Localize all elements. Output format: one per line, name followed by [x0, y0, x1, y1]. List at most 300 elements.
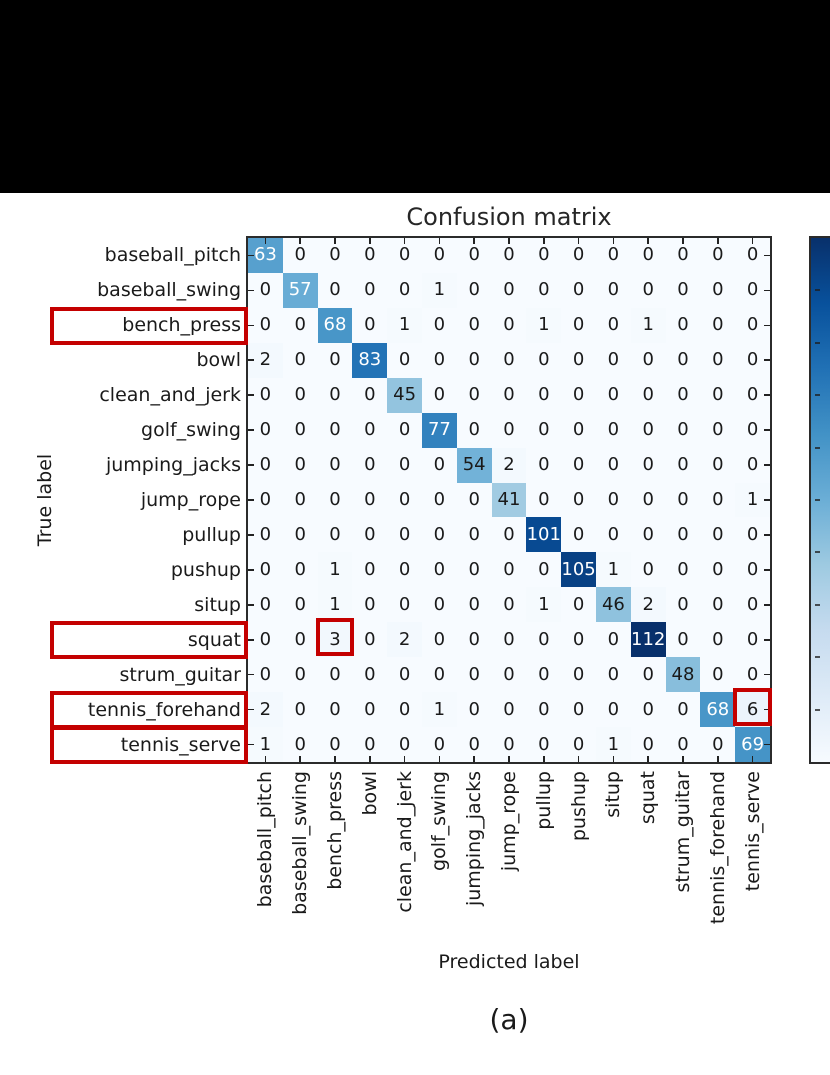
x-tick-label: tennis_serve: [741, 771, 764, 892]
y-tick-label: jump_rope: [140, 489, 241, 511]
matrix-cell: 0: [596, 378, 631, 413]
matrix-cell: 0: [561, 657, 596, 692]
colorbar-tick: [815, 709, 820, 711]
matrix-cell: 0: [318, 727, 353, 762]
matrix-cell: 0: [700, 343, 735, 378]
matrix-cell: 2: [248, 692, 283, 727]
matrix-cell: 0: [735, 622, 770, 657]
axis-tick: [248, 290, 254, 292]
matrix-cell: 0: [735, 448, 770, 483]
axis-tick: [717, 238, 719, 244]
axis-tick: [439, 238, 441, 244]
axis-tick: [248, 394, 254, 396]
x-tick-label: bench_press: [324, 771, 346, 890]
x-tick-label: jumping_jacks: [463, 771, 486, 907]
x-tick-label: tennis_forehand: [706, 771, 729, 925]
matrix-cell: 0: [457, 517, 492, 552]
matrix-cell: 0: [631, 692, 666, 727]
matrix-cell: 0: [352, 552, 387, 587]
axis-tick: [248, 499, 254, 501]
matrix-cell: 0: [387, 552, 422, 587]
y-tick-label: tennis_serve: [120, 733, 241, 756]
matrix-cell: 0: [631, 657, 666, 692]
matrix-cell: 0: [492, 727, 527, 762]
matrix-cell: 0: [700, 552, 735, 587]
matrix-cell: 0: [318, 343, 353, 378]
matrix-cell: 0: [526, 238, 561, 273]
matrix-cell: 1: [318, 587, 353, 622]
matrix-cell: 0: [283, 727, 318, 762]
y-tick-label: bowl: [196, 349, 241, 372]
matrix-cell: 2: [492, 448, 527, 483]
matrix-cell: 0: [631, 727, 666, 762]
matrix-cell: 0: [283, 692, 318, 727]
axis-tick: [404, 238, 406, 244]
matrix-cell: 0: [352, 587, 387, 622]
axis-tick: [764, 255, 770, 257]
colorbar-tick: [815, 394, 820, 396]
y-axis-label: True label: [34, 453, 56, 547]
matrix-cell: 0: [318, 448, 353, 483]
matrix-cell: 68: [318, 308, 353, 343]
matrix-cell: 0: [700, 238, 735, 273]
axis-tick: [764, 359, 770, 361]
y-tick-label: strum_guitar: [119, 663, 241, 686]
matrix-cell: 0: [666, 238, 701, 273]
matrix-cell: 0: [526, 552, 561, 587]
matrix-cell: 0: [561, 343, 596, 378]
matrix-cell: 0: [492, 657, 527, 692]
matrix-cell: 0: [422, 483, 457, 518]
matrix-cell: 0: [700, 517, 735, 552]
matrix-cell: 1: [631, 308, 666, 343]
matrix-cell: 0: [631, 552, 666, 587]
matrix-cell: 0: [283, 413, 318, 448]
axis-tick: [764, 534, 770, 536]
matrix-cell: 0: [492, 622, 527, 657]
axis-tick: [248, 639, 254, 641]
matrix-cell: 0: [735, 308, 770, 343]
axis-tick: [752, 756, 754, 762]
matrix-cell: 0: [700, 448, 735, 483]
matrix-cell: 0: [666, 552, 701, 587]
matrix-cell: 0: [352, 308, 387, 343]
axis-tick: [613, 756, 615, 762]
matrix-cell: 0: [700, 587, 735, 622]
matrix-cell: 0: [283, 238, 318, 273]
matrix-cell: 0: [457, 483, 492, 518]
y-tick-label: situp: [194, 593, 241, 616]
matrix-cell: 0: [492, 587, 527, 622]
axis-tick: [764, 394, 770, 396]
axis-tick: [439, 756, 441, 762]
matrix-cell: 0: [387, 517, 422, 552]
matrix-cell: 0: [666, 517, 701, 552]
axis-tick: [764, 744, 770, 746]
matrix-cell: 0: [700, 413, 735, 448]
colorbar-tick: [815, 342, 820, 344]
axis-tick: [248, 359, 254, 361]
matrix-cell: 0: [352, 238, 387, 273]
matrix-cell: 0: [352, 448, 387, 483]
x-tick-label: squat: [637, 771, 660, 825]
colorbar-tick: [815, 289, 820, 291]
matrix-cell: 0: [561, 448, 596, 483]
matrix-cell: 0: [457, 378, 492, 413]
axis-tick: [299, 238, 301, 244]
x-tick-label: baseball_swing: [289, 771, 312, 915]
matrix-cell: 0: [457, 413, 492, 448]
matrix-cell: 0: [735, 517, 770, 552]
matrix-cell: 0: [422, 727, 457, 762]
matrix-cell: 0: [526, 622, 561, 657]
axis-tick: [578, 238, 580, 244]
matrix-cell: 83: [352, 343, 387, 378]
axis-tick: [248, 534, 254, 536]
highlight-box-cell: [733, 688, 772, 726]
axis-tick: [248, 325, 254, 327]
y-tick-label: clean_and_jerk: [99, 384, 241, 407]
axis-tick: [248, 429, 254, 431]
matrix-cell: 0: [248, 657, 283, 692]
matrix-cell: 0: [283, 343, 318, 378]
axis-tick: [334, 238, 336, 244]
axis-tick: [764, 429, 770, 431]
y-tick-label: golf_swing: [141, 419, 241, 442]
matrix-cell: 0: [666, 448, 701, 483]
matrix-cell: 0: [283, 448, 318, 483]
matrix-cell: 0: [631, 517, 666, 552]
matrix-cell: 0: [318, 517, 353, 552]
axis-tick: [248, 604, 254, 606]
matrix-cell: 45: [387, 378, 422, 413]
matrix-cell: 0: [700, 622, 735, 657]
axis-tick: [473, 238, 475, 244]
matrix-cell: 0: [248, 413, 283, 448]
matrix-cell: 0: [248, 587, 283, 622]
matrix-cell: 69: [735, 727, 770, 762]
matrix-cell: 0: [735, 378, 770, 413]
matrix-cell: 0: [735, 657, 770, 692]
matrix-cell: 0: [318, 657, 353, 692]
matrix-cell: 0: [561, 483, 596, 518]
matrix-cell: 0: [387, 692, 422, 727]
matrix-cell: 0: [526, 692, 561, 727]
axis-tick: [647, 756, 649, 762]
matrix-cell: 0: [700, 273, 735, 308]
axis-tick: [752, 238, 754, 244]
matrix-cell: 0: [422, 448, 457, 483]
matrix-cell: 0: [352, 727, 387, 762]
matrix-cell: 0: [561, 727, 596, 762]
y-tick-label: pushup: [170, 558, 241, 581]
x-tick-label: clean_and_jerk: [393, 771, 416, 913]
colorbar: [809, 236, 830, 764]
matrix-cell: 0: [596, 343, 631, 378]
matrix-cell: 0: [387, 657, 422, 692]
matrix-cell: 57: [283, 273, 318, 308]
matrix-cell: 1: [318, 552, 353, 587]
matrix-cell: 0: [457, 587, 492, 622]
matrix-cell: 0: [561, 308, 596, 343]
matrix-cell: 0: [457, 343, 492, 378]
matrix-cell: 0: [596, 692, 631, 727]
matrix-cell: 0: [318, 692, 353, 727]
confusion-matrix-grid: [246, 236, 772, 764]
matrix-cell: 0: [352, 378, 387, 413]
matrix-cell: 0: [352, 413, 387, 448]
matrix-cell: 0: [631, 378, 666, 413]
matrix-cell: 0: [666, 273, 701, 308]
matrix-cell: 0: [526, 378, 561, 413]
matrix-cell: 2: [248, 343, 283, 378]
matrix-cell: 6: [735, 692, 770, 727]
matrix-cell: 0: [631, 448, 666, 483]
x-tick-label: golf_swing: [428, 771, 451, 871]
matrix-cell: 0: [526, 483, 561, 518]
matrix-cell: 0: [457, 552, 492, 587]
x-tick-label: bowl: [358, 771, 381, 816]
matrix-cell: 0: [666, 378, 701, 413]
matrix-cell: 2: [631, 587, 666, 622]
x-tick-label: baseball_pitch: [254, 771, 277, 908]
axis-tick: [764, 569, 770, 571]
axis-tick: [543, 238, 545, 244]
matrix-cell: 0: [422, 587, 457, 622]
matrix-cell: 0: [561, 692, 596, 727]
matrix-cell: 48: [666, 657, 701, 692]
matrix-cell: 0: [631, 483, 666, 518]
matrix-cell: 0: [561, 587, 596, 622]
matrix-cell: 0: [283, 657, 318, 692]
matrix-cell: 0: [666, 343, 701, 378]
matrix-cell: 0: [457, 727, 492, 762]
y-tick-label: pullup: [182, 523, 241, 546]
matrix-cell: 0: [666, 308, 701, 343]
matrix-cell: 1: [248, 727, 283, 762]
matrix-cell: 0: [352, 622, 387, 657]
matrix-cell: 0: [352, 517, 387, 552]
matrix-cell: 0: [666, 587, 701, 622]
matrix-cell: 112: [631, 622, 666, 657]
matrix-cell: 0: [735, 413, 770, 448]
matrix-cell: 0: [596, 413, 631, 448]
matrix-cell: 0: [387, 483, 422, 518]
matrix-cell: 0: [387, 448, 422, 483]
matrix-cell: 0: [631, 413, 666, 448]
top-black-band: [0, 0, 830, 193]
matrix-cell: 0: [318, 378, 353, 413]
axis-tick: [248, 569, 254, 571]
axis-tick: [248, 464, 254, 466]
matrix-cell: 0: [526, 448, 561, 483]
matrix-cell: 0: [283, 517, 318, 552]
axis-tick: [613, 238, 615, 244]
matrix-cell: 0: [596, 657, 631, 692]
matrix-cell: 77: [422, 413, 457, 448]
matrix-cell: 0: [422, 343, 457, 378]
matrix-cell: 0: [387, 238, 422, 273]
matrix-cell: 0: [700, 378, 735, 413]
matrix-cell: 0: [283, 622, 318, 657]
x-axis-label: Predicted label: [438, 951, 580, 973]
matrix-cell: 0: [700, 308, 735, 343]
matrix-cell: 0: [492, 692, 527, 727]
axis-tick: [248, 255, 254, 257]
matrix-cell: 54: [457, 448, 492, 483]
axis-tick: [764, 674, 770, 676]
matrix-cell: 0: [666, 483, 701, 518]
matrix-cell: 1: [596, 727, 631, 762]
matrix-cell: 0: [526, 413, 561, 448]
matrix-cell: 0: [248, 273, 283, 308]
matrix-cell: 0: [422, 517, 457, 552]
axis-tick: [508, 238, 510, 244]
axis-tick: [764, 290, 770, 292]
axis-tick: [369, 756, 371, 762]
matrix-cell: 0: [735, 273, 770, 308]
matrix-cell: 0: [492, 343, 527, 378]
matrix-cell: 0: [422, 308, 457, 343]
matrix-cell: 0: [248, 622, 283, 657]
matrix-cell: 0: [666, 692, 701, 727]
matrix-cell: 0: [492, 378, 527, 413]
matrix-cell: 0: [526, 273, 561, 308]
colorbar-tick: [815, 656, 820, 658]
matrix-cell: 0: [561, 273, 596, 308]
matrix-cell: 0: [457, 308, 492, 343]
colorbar-tick: [815, 447, 820, 449]
y-tick-label: jumping_jacks: [105, 454, 241, 477]
matrix-cell: 0: [422, 657, 457, 692]
matrix-cell: 0: [561, 238, 596, 273]
subfigure-caption: (a): [489, 1003, 529, 1036]
matrix-cell: 0: [561, 622, 596, 657]
matrix-cell: 0: [422, 378, 457, 413]
axis-tick: [299, 756, 301, 762]
matrix-cell: 101: [526, 517, 561, 552]
axis-tick: [682, 238, 684, 244]
matrix-cell: 0: [352, 657, 387, 692]
matrix-cell: 0: [700, 727, 735, 762]
matrix-cell: 0: [526, 727, 561, 762]
matrix-cell: 1: [422, 273, 457, 308]
matrix-cell: 0: [283, 587, 318, 622]
matrix-cell: 0: [283, 308, 318, 343]
y-tick-label: bench_press: [122, 314, 241, 337]
colorbar-tick: [815, 499, 820, 501]
y-tick-label: squat: [187, 628, 241, 651]
matrix-cell: 0: [352, 692, 387, 727]
matrix-cell: 0: [248, 308, 283, 343]
axis-tick: [404, 756, 406, 762]
chart-title: Confusion matrix: [406, 203, 612, 231]
matrix-cell: 2: [387, 622, 422, 657]
matrix-cell: 0: [318, 483, 353, 518]
matrix-cell: 0: [352, 273, 387, 308]
matrix-cell: 0: [561, 517, 596, 552]
matrix-cell: 0: [596, 238, 631, 273]
x-tick-label: pullup: [532, 771, 555, 830]
matrix-cell: 0: [700, 657, 735, 692]
matrix-cell: 0: [422, 622, 457, 657]
axis-tick: [578, 756, 580, 762]
matrix-cell: 0: [248, 552, 283, 587]
matrix-cell: 0: [735, 238, 770, 273]
axis-tick: [248, 709, 254, 711]
matrix-cell: 0: [631, 238, 666, 273]
matrix-cell: 0: [457, 238, 492, 273]
axis-tick: [764, 464, 770, 466]
matrix-cell: 0: [248, 483, 283, 518]
y-tick-label: tennis_forehand: [87, 698, 241, 721]
axis-tick: [334, 756, 336, 762]
matrix-cell: 0: [318, 238, 353, 273]
matrix-cell: 0: [596, 308, 631, 343]
matrix-cell: 0: [283, 552, 318, 587]
matrix-cell: 0: [700, 483, 735, 518]
matrix-cell: 0: [457, 657, 492, 692]
axis-tick: [265, 756, 267, 762]
matrix-cell: 0: [387, 727, 422, 762]
x-tick-label: strum_guitar: [672, 771, 694, 893]
matrix-cell: 0: [248, 448, 283, 483]
matrix-cell: 0: [457, 692, 492, 727]
x-tick-label: pushup: [567, 771, 590, 842]
matrix-cell: 105: [561, 552, 596, 587]
matrix-cell: 0: [526, 343, 561, 378]
axis-tick: [764, 639, 770, 641]
highlight-box-cell: [316, 618, 355, 656]
matrix-cell: 0: [666, 413, 701, 448]
matrix-cell: 0: [352, 483, 387, 518]
axis-tick: [248, 744, 254, 746]
matrix-cell: 0: [596, 273, 631, 308]
axis-tick: [764, 499, 770, 501]
matrix-cell: 1: [735, 483, 770, 518]
matrix-cell: 0: [283, 483, 318, 518]
matrix-cell: 0: [666, 727, 701, 762]
axis-tick: [508, 756, 510, 762]
matrix-cell: 0: [561, 378, 596, 413]
axis-tick: [369, 238, 371, 244]
matrix-cell: 0: [248, 378, 283, 413]
matrix-cell: 0: [735, 343, 770, 378]
matrix-cell: 0: [561, 413, 596, 448]
x-tick-label: jump_rope: [498, 771, 520, 872]
matrix-cell: 0: [457, 273, 492, 308]
matrix-cell: 3: [318, 622, 353, 657]
matrix-cell: 0: [526, 657, 561, 692]
matrix-cell: 0: [596, 517, 631, 552]
axis-tick: [248, 674, 254, 676]
matrix-cell: 0: [666, 622, 701, 657]
matrix-cell: 0: [492, 273, 527, 308]
matrix-cell: 0: [631, 343, 666, 378]
matrix-cell: 0: [735, 552, 770, 587]
colorbar-tick: [815, 604, 820, 606]
matrix-cell: 0: [492, 238, 527, 273]
axis-tick: [647, 238, 649, 244]
matrix-cell: 0: [596, 483, 631, 518]
axis-tick: [764, 325, 770, 327]
x-tick-label: situp: [602, 771, 625, 818]
matrix-cell: 1: [526, 587, 561, 622]
matrix-cell: 41: [492, 483, 527, 518]
matrix-cell: 1: [526, 308, 561, 343]
y-tick-label: baseball_pitch: [104, 244, 241, 267]
axis-tick: [543, 756, 545, 762]
